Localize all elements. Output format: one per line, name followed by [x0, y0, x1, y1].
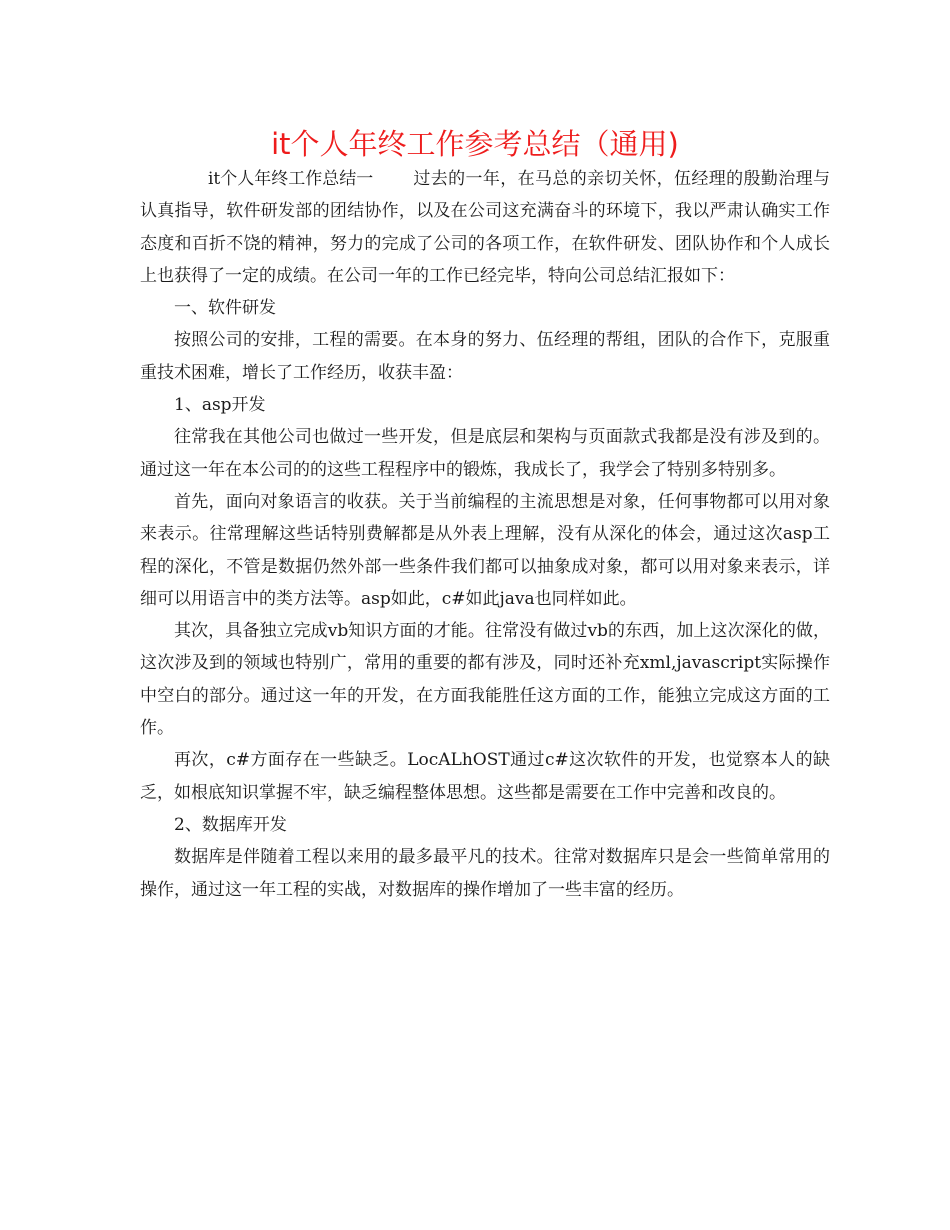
paragraph: 再次，c#方面存在一些缺乏。LocALhOST通过c#这次软件的开发，也觉察本人的缺乏，如根底知识掌握不牢，缺乏编程整体思想。这些都是需要在工作中完善和改良的。 — [140, 750, 830, 803]
paragraph: 其次，具备独立完成vb知识方面的才能。往常没有做过vb的东西，加上这次深化的做，这次涉及到的领域也特别广，常用的重要的都有涉及，同时还补充xml,javascript实际操作中空白的部分。通过这一年的开发，在方面我能胜任这方面的工作，能独立完成这方面的工作。 — [140, 621, 830, 739]
paragraph: 往常我在其他公司也做过一些开发，但是底层和架构与页面款式我都是没有涉及到的。通过这一年在本公司的的这些工程程序中的锻炼，我成长了，我学会了特别多特别多。 — [140, 427, 830, 480]
section-heading: 一、软件研发 — [174, 298, 276, 319]
paragraph: 按照公司的安排，工程的需要。在本身的努力、伍经理的帮组，团队的合作下，克服重重技术困难，增长了工作经历，收获丰盈： — [140, 330, 830, 383]
subsection-heading: 2、数据库开发 — [174, 814, 287, 835]
paragraph: 数据库是伴随着工程以来用的最多最平凡的技术。往常对数据库只是会一些简单常用的操作，通过这一年工程的实战，对数据库的操作增加了一些丰富的经历。 — [140, 847, 830, 900]
document-body — [140, 163, 830, 906]
document-title: it个人年终工作参考总结（通用) — [271, 127, 679, 161]
paragraph-intro — [140, 163, 830, 292]
intro-heading: it个人年终工作总结一 — [208, 169, 374, 189]
subsection-heading: 1、asp开发 — [174, 395, 266, 416]
paragraph-text: 过去的一年，在马总的亲切关怀，伍经理的殷勤治理与认真指导，软件研发部的团结协作，以及在公司这充满奋斗的环境下，我以严肃认确实工作态度和百折不饶的精神，努力的完成了公司的各项工作，在软件研发、团队协作和个人成长上也获得了一定的成绩。在公司一年的工作已经完毕，特向公司总结汇报如下： — [140, 169, 830, 286]
paragraph: 首先，面向对象语言的收获。关于当前编程的主流思想是对象，任何事物都可以用对象来表示。往常理解这些话特别费解都是从外表上理解，没有从深化的体会，通过这次asp工程的深化，不管是数据仍然外部一些条件我们都可以抽象成对象，都可以用对象来表示，详细可以用语言中的类方法等。asp如此，c#如此java也同样如此。 — [140, 491, 830, 609]
